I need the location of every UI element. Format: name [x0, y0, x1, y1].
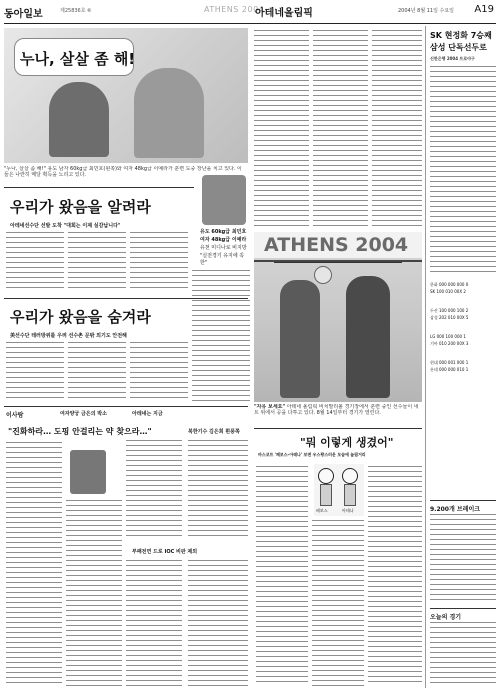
story-body-text	[192, 270, 250, 402]
feature-headline: "뭐 이렇게 생겼어"	[300, 436, 394, 449]
story-body-text	[430, 622, 496, 686]
score-row: 삼성 202 010 00X 5	[430, 315, 469, 320]
mascot-head-icon	[318, 468, 334, 484]
story-body-text	[256, 466, 308, 686]
story-body-text	[430, 66, 496, 276]
right-section-title: 오늘의 경기	[430, 614, 462, 621]
issue-date: 2004년 8월 11일 수요일	[398, 8, 455, 14]
main-photo-caption-lead: "자유 보세요"	[254, 404, 286, 410]
issue-number: 제25836호 ⑥	[60, 8, 92, 14]
score-row: 한화 000 000 000 0	[430, 282, 469, 287]
profile-line: 유천 미디나로 비지방	[200, 245, 247, 251]
story-body-text	[430, 514, 496, 604]
story-body-text	[68, 342, 126, 402]
story-body-text	[313, 30, 368, 230]
top-photo-caption: "누나, 살살 좀 해!" 유도 남자 60kg급 최민호(왼쪽)와 여자 48kg급 이예라가 훈련 도중 장난을 치고 있다. 이들은 나란히 메달 획득을 노리고 있다.	[4, 166, 242, 178]
sponsor-label: 신한은행 2004 프로야구	[430, 56, 475, 61]
story-body-text	[368, 466, 422, 686]
story-body-text	[126, 560, 182, 686]
right-headline: SK 현정화 7승째	[430, 31, 492, 40]
mascot-head-icon	[342, 468, 358, 484]
athens-sign: ATHENS 2004	[264, 234, 409, 256]
profile-line: 여자 48kg급 이예라	[200, 237, 247, 243]
columnist-kicker: 이사람	[6, 412, 24, 419]
profile-line: "실전경기 유지에 꼭한"	[200, 253, 245, 266]
score-row: 두산 100 000 100 2	[430, 308, 469, 313]
section-rule	[254, 428, 422, 429]
story-body-text	[66, 500, 122, 686]
score-row: LG 000 100 000 1	[430, 334, 466, 339]
story-body-text	[6, 342, 64, 402]
columnist-photo	[70, 450, 106, 494]
story-body-text	[312, 520, 364, 686]
score-row: SK 100 010 00X 2	[430, 289, 466, 294]
aside-title: 북한기수 김은희 흰풍쪽	[188, 429, 240, 435]
story-body-text	[188, 560, 248, 686]
column-divider	[425, 26, 426, 688]
mascot-name: 페보스	[316, 508, 328, 513]
profile-line: 유도 60kg급 최민호	[200, 229, 247, 235]
story-body-text	[68, 232, 126, 292]
story-body-text	[130, 232, 188, 292]
column-label	[6, 410, 46, 420]
story-subhead: 美선수단 테러방위를 우려 선수촌 문밖 외기도 안전해	[10, 333, 127, 339]
score-row: 현대 000 001 000 1	[430, 360, 469, 365]
top-headline: 누나, 살살 좀 해!	[20, 50, 136, 68]
mascot-name: 아테나	[342, 508, 354, 513]
page-number: A19	[474, 4, 494, 15]
aside-kicker: 아테네는 지금	[132, 411, 163, 417]
main-photo	[254, 232, 422, 402]
main-photo-caption-text: 아테네 올림픽 비치발리볼 경기장에서 훈련 중인 선수들이 네트 위에서 공을 다투고 있다. 8월 14일부터 경기가 열린다.	[254, 404, 419, 416]
right-headline: 삼성 단독선두로	[430, 43, 487, 52]
column-quote: "진화하라… 도핑 안걸리는 약 찾으라…"	[8, 427, 152, 436]
right-section-title: 9.200개 브레이크	[430, 506, 481, 513]
section-rule	[430, 608, 496, 609]
story-body-text	[372, 30, 422, 230]
paper-name: 동아일보	[4, 9, 43, 20]
mascot-illustration	[314, 464, 364, 516]
section-rule	[4, 406, 248, 407]
story-body-text	[6, 232, 64, 292]
score-row: 롯데 000 000 010 1	[430, 367, 469, 372]
top-left-photo	[4, 28, 248, 163]
profile-box	[200, 228, 250, 268]
section-rule	[430, 500, 496, 501]
story-body-text	[188, 440, 248, 540]
story-body-text	[126, 440, 182, 540]
story-headline: 우리가 왔음을 알려라	[10, 198, 151, 216]
story-body-text	[254, 30, 309, 230]
story-body-text	[6, 442, 62, 686]
event-logo: ATHENS 2004	[204, 5, 265, 14]
profile-photo	[202, 175, 246, 225]
section-title: 아테네올림픽	[255, 8, 313, 19]
masthead	[4, 2, 496, 24]
feature-subhead: 마스코트 '페보스-아테나' 보면 우스꽝스러운 모습에 놀림거리	[258, 452, 366, 457]
story-subhead: 아테네선수단 선발 도착 "대회는 이제 실감납니다"	[10, 223, 121, 229]
aside-title: 부패전면 드로 IOC 비판 제외	[132, 549, 198, 555]
scoreboard	[430, 282, 496, 402]
column-title: 여자양궁 금은의 박소	[60, 411, 107, 417]
score-row: 기아 010 200 00X 3	[430, 341, 469, 346]
story-body-text	[130, 342, 188, 402]
main-photo-caption	[254, 404, 422, 424]
story-headline: 우리가 왔음을 숨겨라	[10, 308, 151, 326]
section-rule	[4, 187, 194, 188]
